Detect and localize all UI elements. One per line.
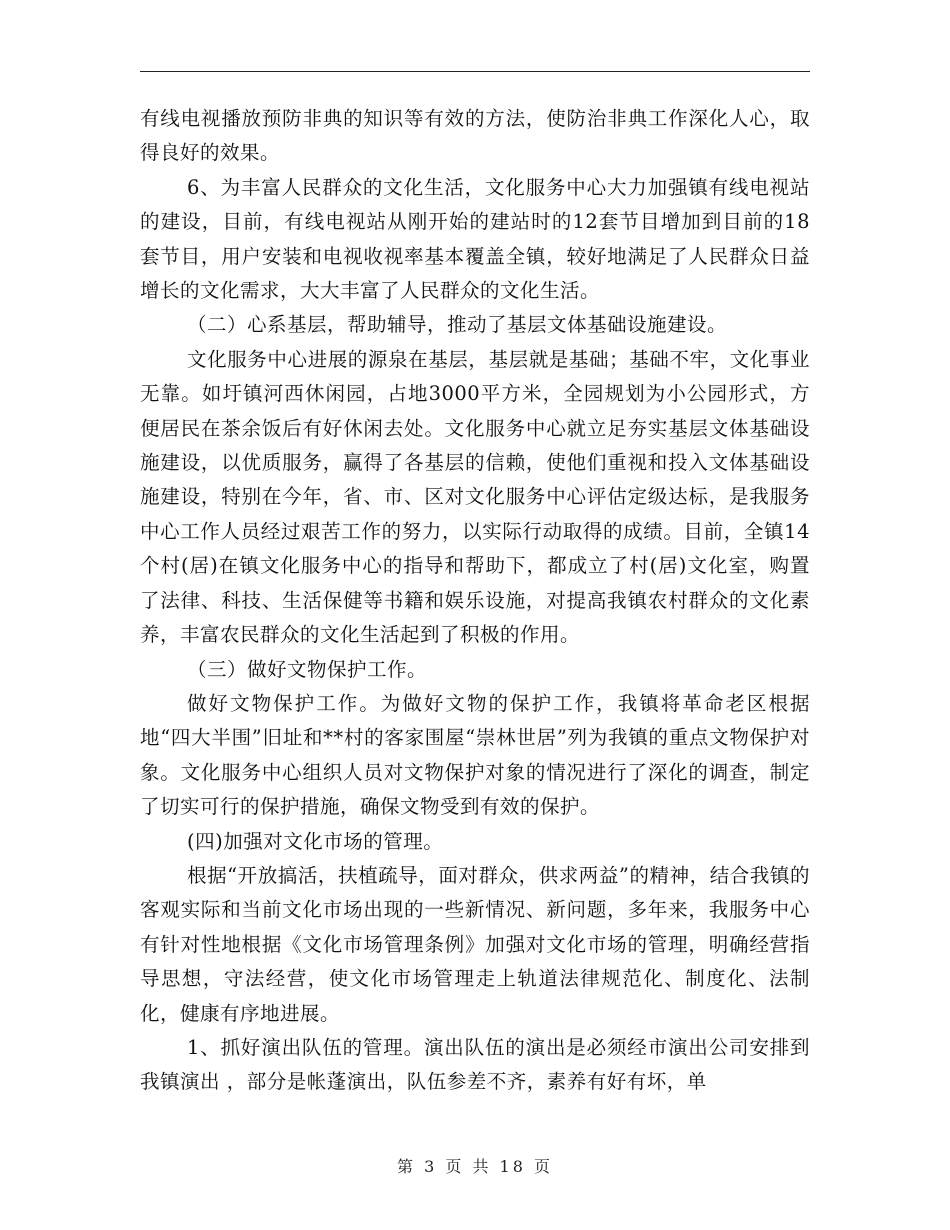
paragraph: 有线电视播放预防非典的知识等有效的方法，使防治非典工作深化人心，取得良好的效果。 — [140, 107, 810, 165]
section-heading: (四)加强对文化市场的管理。 — [187, 829, 444, 853]
page-number-footer: 第 3 页 共 18 页 — [397, 1157, 553, 1176]
paragraph: 做好文物保护工作。为做好文物的保护工作，我镇将革命老区根据地“四大半围”旧址和**村的客家围屋“崇林世居”列为我镇的重点文物保护对象。文化服务中心组织人员对文物保护对象的情况进行了深化的调查，制定了切实可行的保护措施，确保文物受到有效的保护。 — [140, 691, 810, 819]
paragraph: 文化服务中心进展的源泉在基层，基层就是基础；基础不牢，文化事业无靠。如圩镇河西休闲园，占地3000平方米，全园规划为小公园形式，方便居民在茶余饭后有好休闲去处。文化服务中心就立足夯实基层文体基础设施建设，以优质服务，赢得了各基层的信赖，使他们重视和投入文体基础设施建设，特别在今年，省、市、区对文化服务中心评估定级达标，是我服务中心工作人员经过艰苦工作的努力，以实际行动取得的成绩。目前，全镇14个村(居)在镇文化服务中心的指导和帮助下，都成立了村(居)文化室，购置了法律、科技、生活保健等书籍和娱乐设施，对提高我镇农村群众的文化素养，丰富农民群众的文化生活起到了积极的作用。 — [140, 347, 810, 647]
paragraph: 1、抓好演出队伍的管理。演出队伍的演出是必须经市演出公司安排到我镇演出 ，部分是帐蓬演出，队伍参差不齐，素养有好有坏，单 — [140, 1035, 810, 1094]
section-heading: （二）心系基层，帮助辅导，推动了基层文体基础设施建设。 — [187, 313, 728, 337]
header-rule — [140, 71, 810, 72]
section-heading: （三）做好文物保护工作。 — [187, 657, 428, 681]
paragraph: 6、为丰富人民群众的文化生活，文化服务中心大力加强镇有线电视站的建设，目前，有线电视站从刚开始的建站时的12套节目增加到目前的18套节目，用户安装和电视收视率基本覆盖全镇，较好地满足了人民群众日益增长的文化需求，大大丰富了人民群众的文化生活。 — [140, 175, 810, 303]
document-body — [140, 102, 810, 1100]
paragraph: 根据“开放搞活，扶植疏导，面对群众，供求两益”的精神，结合我镇的客观实际和当前文化市场出现的一些新情况、新问题，多年来，我服务中心有针对性地根据《文化市场管理条例》加强对文化市场的管理，明确经营指导思想，守法经营，使文化市场管理走上轨道法律规范化、制度化、法制化，健康有序地进展。 — [140, 863, 810, 1025]
